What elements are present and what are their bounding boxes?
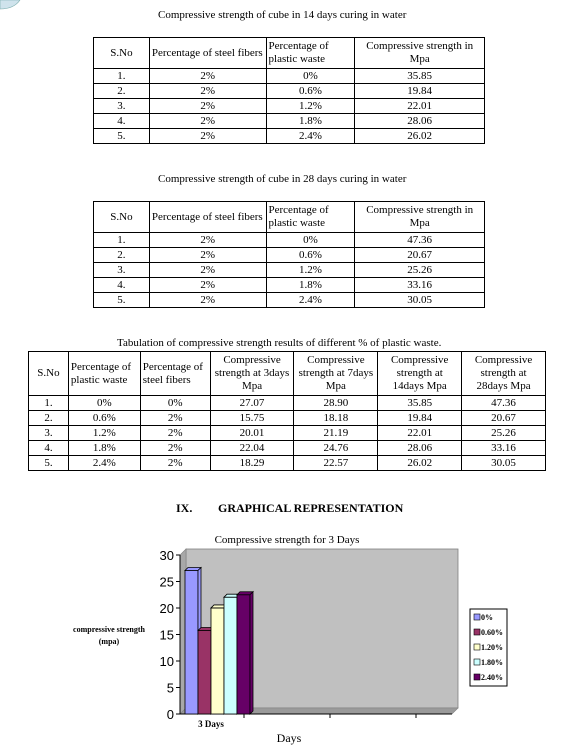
table-cell: 30.05	[355, 293, 485, 308]
table-cell: 18.29	[210, 456, 294, 471]
table-cell: 21.19	[294, 426, 378, 441]
table-cell: 2%	[149, 129, 266, 144]
table-cell: 3.	[94, 263, 150, 278]
table-cell: 2%	[149, 233, 266, 248]
table-cell: 1.8%	[68, 441, 140, 456]
bar	[224, 597, 237, 714]
table-cell: 2.	[94, 248, 150, 263]
column-header: S.No	[94, 202, 150, 233]
table-cell: 47.36	[355, 233, 485, 248]
table-cell: 2%	[149, 99, 266, 114]
table-cell: 2%	[149, 248, 266, 263]
table-cell: 47.36	[462, 396, 546, 411]
bar	[211, 608, 224, 714]
y-axis-label: compressive strength (mpa)	[73, 625, 145, 646]
table-cell: 0.6%	[266, 248, 355, 263]
table-cell: 26.02	[355, 129, 485, 144]
table3-caption: Tabulation of compressive strength results of different % of plastic waste.	[117, 337, 442, 349]
column-header: Percentage of plastic waste	[266, 202, 355, 233]
table-cell: 2.4%	[266, 293, 355, 308]
legend-label: 1.80%	[481, 658, 503, 667]
y-tick-label: 20	[159, 601, 174, 616]
table-cell: 18.18	[294, 411, 378, 426]
legend-label: 1.20%	[481, 643, 503, 652]
column-header: Compressive strength in Mpa	[355, 38, 485, 69]
table-cell: 1.2%	[266, 263, 355, 278]
table-cell: 35.85	[378, 396, 462, 411]
legend-label: 0%	[481, 613, 493, 622]
table-cell: 19.84	[355, 84, 485, 99]
table-cell: 28.90	[294, 396, 378, 411]
column-header: Percentage of plastic waste	[68, 352, 140, 396]
table-cell: 2.4%	[68, 456, 140, 471]
table-cell: 1.8%	[266, 278, 355, 293]
table-cell: 22.57	[294, 456, 378, 471]
table-cell: 3.	[94, 99, 150, 114]
column-header: Percentage of plastic waste	[266, 38, 355, 69]
column-header: S.No	[94, 38, 150, 69]
table-cell: 1.8%	[266, 114, 355, 129]
table-cell: 28.06	[378, 441, 462, 456]
table-cell: 25.26	[355, 263, 485, 278]
table-cell: 20.01	[210, 426, 294, 441]
table-cell: 5.	[94, 293, 150, 308]
table-cell: 20.67	[355, 248, 485, 263]
column-header: Percentage of steel fibers	[149, 202, 266, 233]
y-tick-label: 30	[159, 548, 174, 563]
table-cell: 5.	[94, 129, 150, 144]
table-cell: 2%	[140, 411, 210, 426]
y-tick-label: 5	[166, 680, 174, 696]
table-cell: 22.04	[210, 441, 294, 456]
section-title: GRAPHICAL REPRESENTATION	[218, 501, 404, 515]
legend-swatch	[474, 629, 480, 635]
column-header: S.No	[29, 352, 69, 396]
table-cell: 0%	[266, 233, 355, 248]
x-category-label: 3 Days	[198, 719, 224, 729]
table-cell: 2%	[149, 69, 266, 84]
table-cell: 0%	[266, 69, 355, 84]
column-header: Compressive strength at 7days Mpa	[294, 352, 378, 396]
column-header: Percentage of steel fibers	[140, 352, 210, 396]
table-cell: 0.6%	[266, 84, 355, 99]
y-tick-label: 10	[159, 654, 174, 669]
table1-caption: Compressive strength of cube in 14 days curing in water	[158, 9, 407, 21]
table-cell: 0%	[140, 396, 210, 411]
table-cell: 2%	[140, 441, 210, 456]
table-cell: 2%	[140, 426, 210, 441]
bar-side	[250, 592, 253, 714]
table-cell: 19.84	[378, 411, 462, 426]
table-cell: 30.05	[462, 456, 546, 471]
table-cell: 4.	[94, 278, 150, 293]
table-cell: 2.	[29, 411, 69, 426]
column-header: Compressive strength at 28days Mpa	[462, 352, 546, 396]
table-cell: 0%	[68, 396, 140, 411]
table-cell: 2%	[149, 293, 266, 308]
legend-label: 2.40%	[481, 673, 503, 682]
table-cell: 1.2%	[68, 426, 140, 441]
table-cell: 2.	[94, 84, 150, 99]
table-cell: 3.	[29, 426, 69, 441]
column-header: Compressive strength at 14days Mpa	[378, 352, 462, 396]
y-tick-label: 0	[166, 707, 174, 722]
table-cell: 15.75	[210, 411, 294, 426]
legend-swatch	[474, 644, 480, 650]
table-cell: 1.2%	[266, 99, 355, 114]
table-cell: 25.26	[462, 426, 546, 441]
table2-caption: Compressive strength of cube in 28 days curing in water	[158, 173, 407, 185]
column-header: Percentage of steel fibers	[149, 38, 266, 69]
section-number: IX.	[176, 501, 193, 515]
table-cell: 1.	[29, 396, 69, 411]
table-cell: 2.4%	[266, 129, 355, 144]
legend-swatch	[474, 659, 480, 665]
table-cell: 2%	[149, 114, 266, 129]
column-header: Compressive strength in Mpa	[355, 202, 485, 233]
table-cell: 33.16	[462, 441, 546, 456]
table-cell: 26.02	[378, 456, 462, 471]
bar	[237, 595, 250, 714]
table-cell: 5.	[29, 456, 69, 471]
bar	[198, 631, 211, 714]
table-cell: 2%	[140, 456, 210, 471]
y-tick-label: 15	[159, 627, 174, 643]
legend-swatch	[474, 674, 480, 680]
table-cell: 2%	[149, 263, 266, 278]
legend-label: 0.60%	[481, 628, 503, 637]
table-cell: 0.6%	[68, 411, 140, 426]
table-cell: 1.	[94, 69, 150, 84]
table-cell: 4.	[94, 114, 150, 129]
bar	[185, 571, 198, 714]
table-cell: 22.01	[355, 99, 485, 114]
chart-title: Compressive strength for 3 Days	[214, 534, 360, 546]
legend-swatch	[474, 614, 480, 620]
table-cell: 2%	[149, 278, 266, 293]
table-cell: 20.67	[462, 411, 546, 426]
table-cell: 1.	[94, 233, 150, 248]
y-tick-label: 25	[159, 574, 174, 590]
table-cell: 28.06	[355, 114, 485, 129]
table-cell: 22.01	[378, 426, 462, 441]
table-cell: 35.85	[355, 69, 485, 84]
table-cell: 27.07	[210, 396, 294, 411]
x-axis-label: Days	[276, 731, 302, 745]
table-cell: 2%	[149, 84, 266, 99]
column-header: Compressive strength at 3days Mpa	[210, 352, 294, 396]
table-cell: 33.16	[355, 278, 485, 293]
table-cell: 4.	[29, 441, 69, 456]
table-cell: 24.76	[294, 441, 378, 456]
